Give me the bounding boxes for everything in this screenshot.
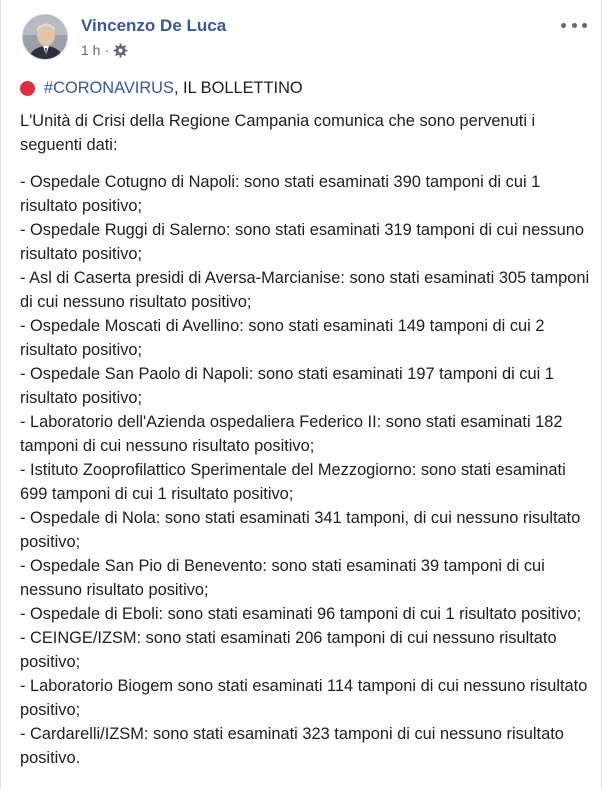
list-item: - Ospedale Ruggi di Salerno: sono stati esaminati 319 tamponi di cui nessuno risultato positivo;	[20, 221, 584, 263]
hashtag-link[interactable]: #CORONAVIRUS	[44, 79, 174, 97]
gear-icon[interactable]	[113, 43, 128, 58]
list-item: - CEINGE/IZSM: sono stati esaminati 206 tamponi di cui nessuno risultato positivo;	[20, 629, 557, 671]
list-item: - Ospedale San Pio di Benevento: sono stati esaminati 39 tamponi di cui nessuno risultato positivo;	[20, 557, 545, 599]
red-circle-icon	[20, 81, 35, 96]
timestamp[interactable]: 1 h	[81, 42, 101, 58]
list-item: - Laboratorio Biogem sono stati esaminati 114 tamponi di cui nessuno risultato positivo;	[20, 677, 588, 719]
list-item: - Ospedale San Paolo di Napoli: sono stati esaminati 197 tamponi di cui 1 risultato positivo;	[20, 365, 554, 407]
avatar[interactable]	[22, 14, 68, 60]
post-header	[22, 14, 587, 64]
data-list	[20, 170, 590, 770]
list-item: - Ospedale Moscati di Avellino: sono stati esaminati 149 tamponi di cui 2 risultato positivo;	[20, 317, 545, 359]
list-item: - Ospedale di Eboli: sono stati esaminati 96 tamponi di cui 1 risultato positivo;	[20, 605, 582, 623]
more-dot	[572, 23, 577, 28]
list-item: - Asl di Caserta presidi di Aversa-Marcianise: sono stati esaminati 305 tamponi di cui nessuno risultato positivo;	[20, 269, 590, 311]
headline-text: , IL BOLLETTINO	[173, 79, 303, 97]
post-intro: L'Unità di Crisi della Regione Campania comunica che sono pervenuti i seguenti dati:	[20, 112, 536, 154]
more-dot	[582, 23, 587, 28]
list-item: - Cardarelli/IZSM: sono stati esaminati 323 tamponi di cui nessuno risultato positivo.	[20, 725, 564, 767]
list-item: - Ospedale di Nola: sono stati esaminati 341 tamponi, di cui nessuno risultato positivo;	[20, 509, 581, 551]
more-options-icon[interactable]	[561, 18, 587, 32]
meta-separator: ·	[104, 42, 110, 58]
author-name[interactable]: Vincenzo De Luca	[81, 16, 227, 35]
list-item: - Ospedale Cotugno di Napoli: sono stati esaminati 390 tamponi di cui 1 risultato positivo;	[20, 173, 541, 215]
post-headline	[20, 76, 590, 100]
list-item: - Istituto Zooprofilattico Sperimentale del Mezzogiorno: sono stati esaminati 699 tamponi di cui 1 risultato positivo;	[20, 461, 566, 503]
list-item: - Laboratorio dell'Azienda ospedaliera Federico II: sono stati esaminati 182 tamponi di cui nessuno risultato positivo;	[20, 413, 563, 455]
more-dot	[561, 23, 566, 28]
avatar-photo	[23, 15, 68, 60]
post-text	[20, 76, 590, 770]
post-meta	[81, 41, 128, 59]
